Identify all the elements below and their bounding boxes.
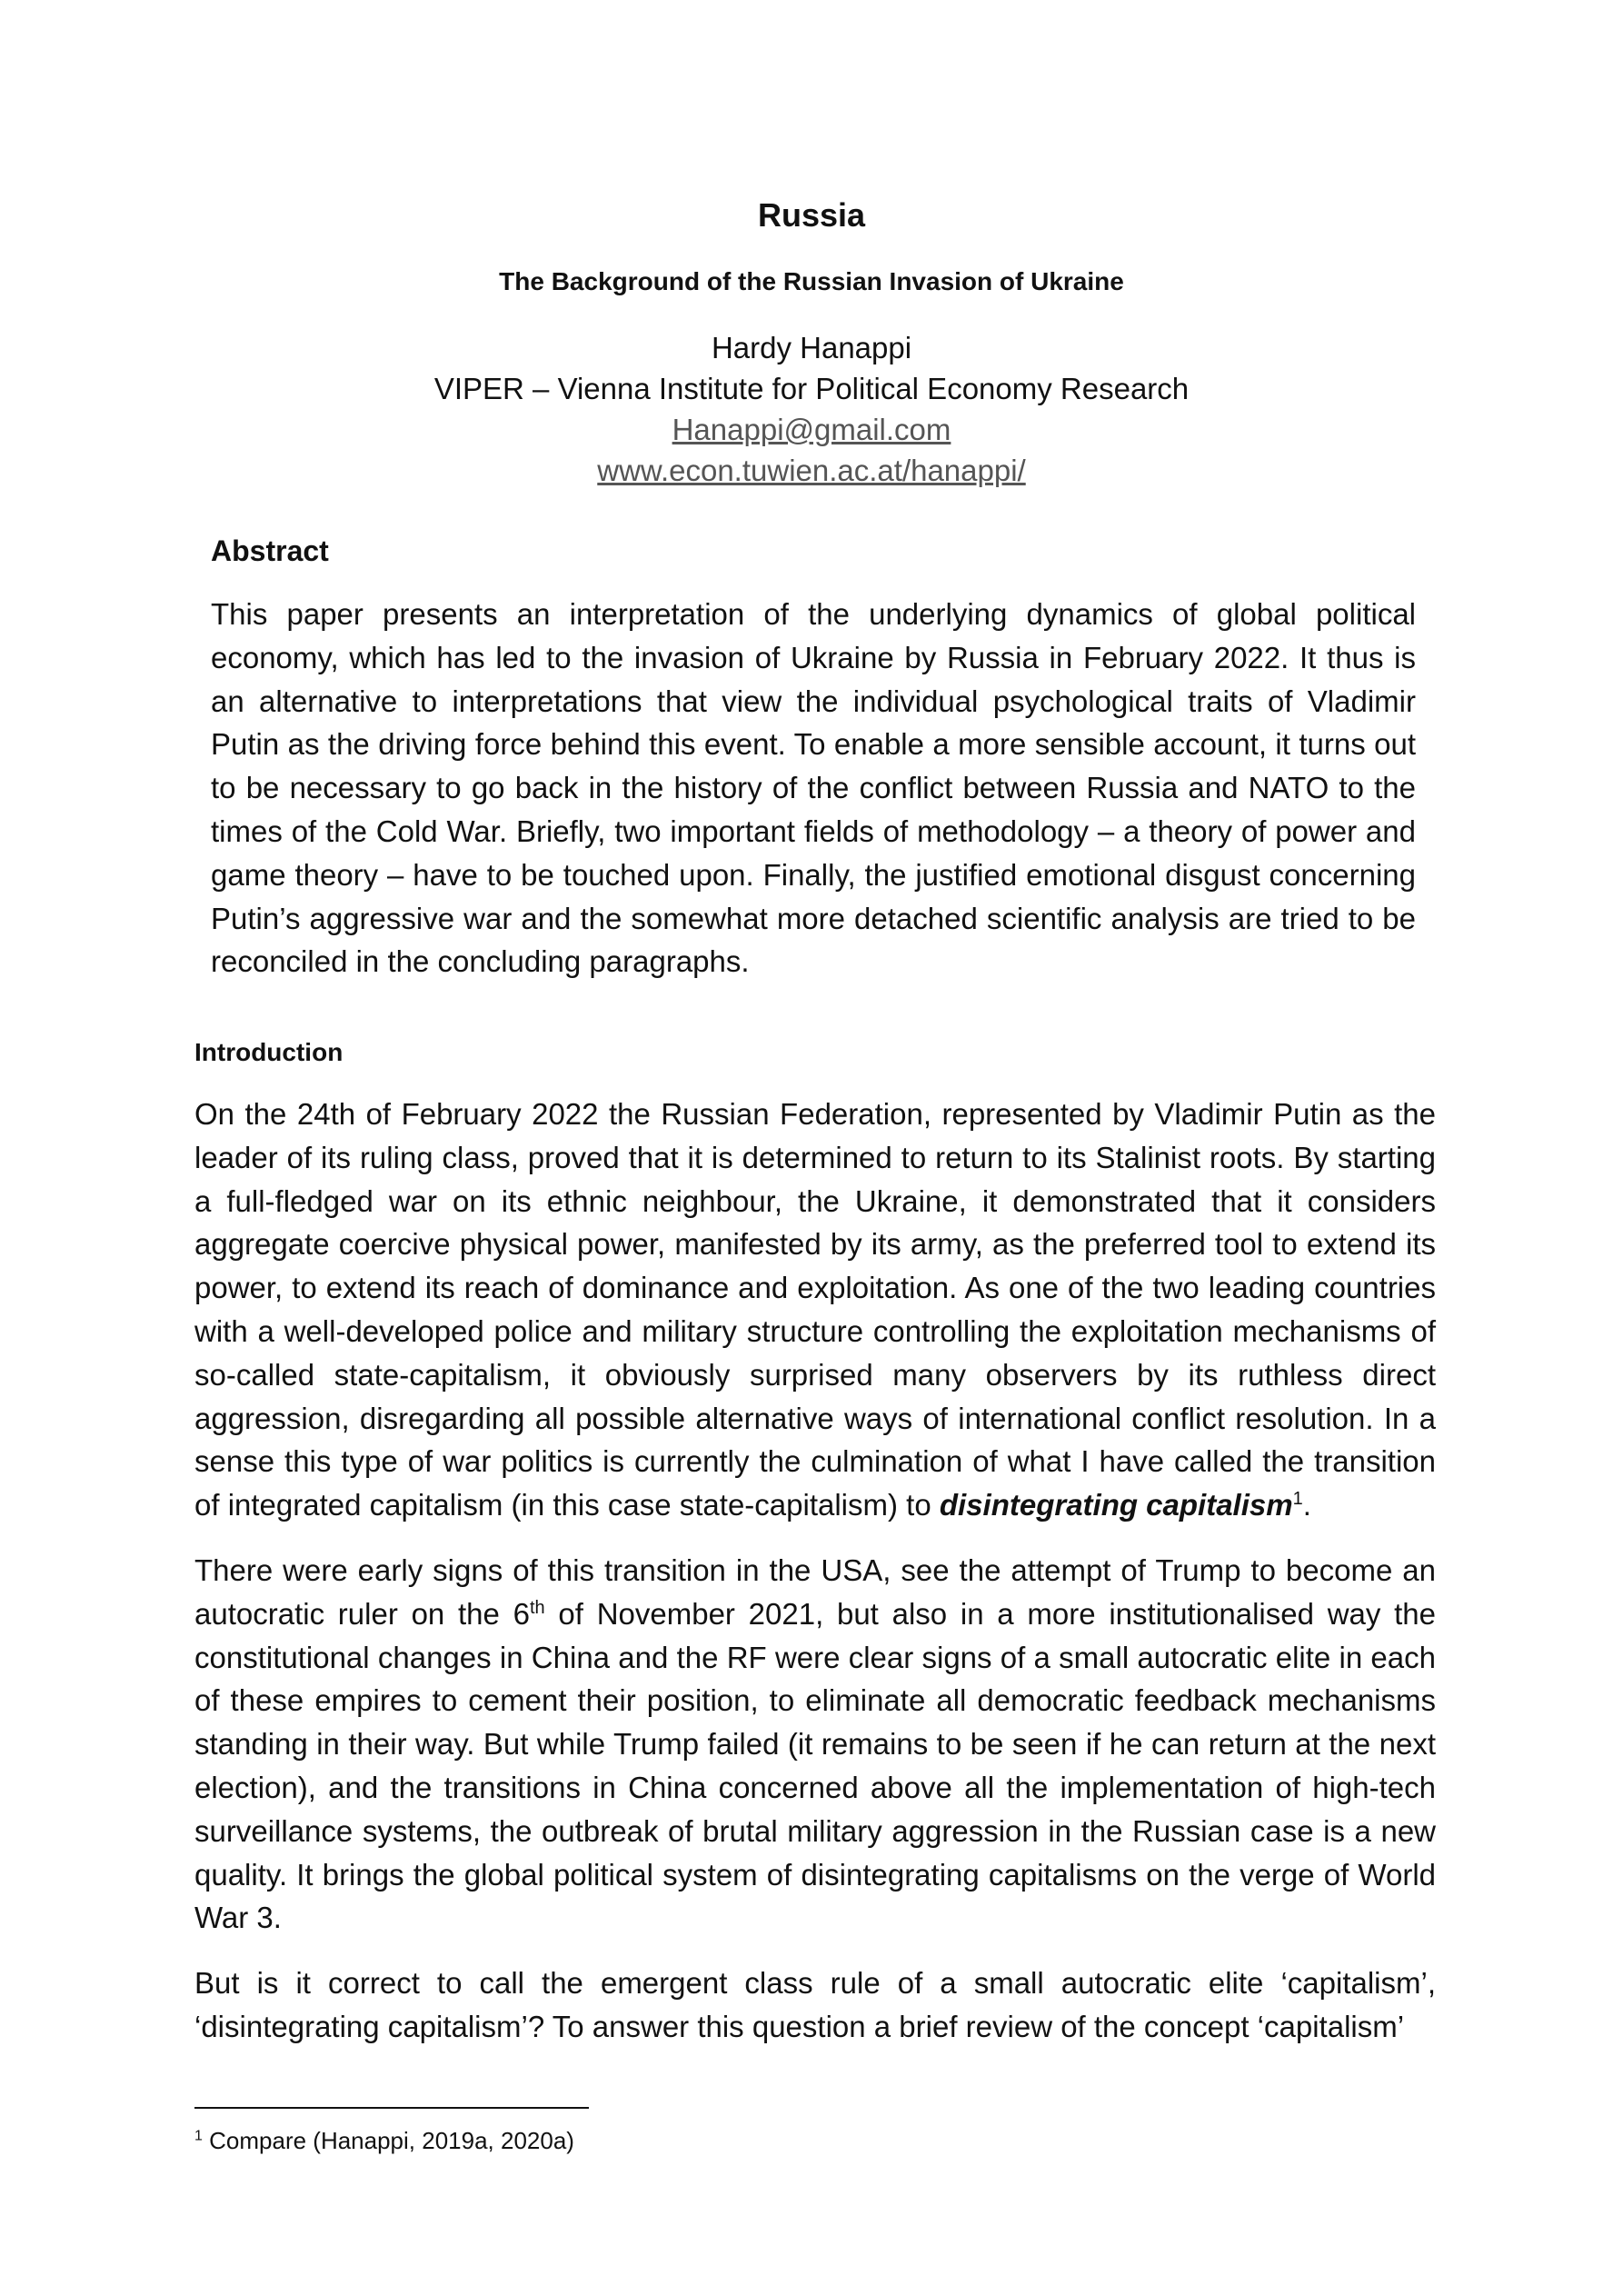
author-block (0, 327, 1623, 491)
introduction-heading: Introduction (194, 1038, 344, 1066)
introduction-paragraph-2 (194, 1549, 1436, 1940)
footnote-separator (194, 2107, 589, 2109)
paper-subtitle: The Background of the Russian Invasion of Ukraine (499, 267, 1124, 295)
introduction-paragraph-3 (194, 1962, 1436, 2049)
introduction-paragraph-1 (194, 1093, 1436, 1527)
footnote (194, 2125, 574, 2156)
author-email-link[interactable]: Hanappi@gmail.com (672, 413, 951, 446)
author-name: Hardy Hanappi (711, 331, 912, 364)
emphasis-disintegrating-capitalism: disintegrating capitalism (939, 1488, 1293, 1522)
author-website-link[interactable]: www.econ.tuwien.ac.at/hanappi/ (597, 454, 1026, 487)
paragraph-2-text-after: of November 2021, but also in a more institutionalised way the constitutional changes in China and the RF were clear signs of a small autocratic elite in each of these empires to cement their position, to eliminate all democratic feedback mechanisms standing in their way. But while Trump failed (it remains to be seen if he can return at the next election), and the transitions in China concerned above all the implementation of high-tech surveillance systems, the outbreak of brutal military aggression in the Russian case is a new quality. It brings the global political system of disintegrating capitalisms on the verge of World War 3. (194, 1596, 1436, 1935)
abstract-text: This paper presents an interpretation of the underlying dynamics of global political economy, which has led to the invasion of Ukraine by Russia in February 2022. It thus is an alternative to interpretations that view the individual psychological traits of Vladimir Putin as the driving force behind this event. To enable a more sensible account, it turns out to be necessary to go back in the history of the conflict between Russia and NATO to the times of the Cold War. Briefly, two important fields of methodology – a theory of power and game theory – have to be touched upon. Finally, the justified emotional disgust concerning Putin’s aggressive war and the somewhat more detached scientific analysis are tried to be reconciled in the concluding paragraphs. (211, 597, 1416, 979)
footnote-number: 1 (194, 2128, 203, 2144)
paper-title: Russia (757, 196, 866, 234)
paragraph-2-text-before: There were early signs of this transition in the USA, see the attempt of Trump to become an autocratic ruler on the 6 (194, 1553, 1436, 1631)
author-affiliation: VIPER – Vienna Institute for Political Economy Research (433, 372, 1190, 405)
paragraph-1-end: . (1302, 1488, 1311, 1522)
abstract-heading: Abstract (211, 534, 329, 567)
footnote-reference[interactable]: 1 (1292, 1489, 1303, 1510)
footnote-text: Compare (Hanappi, 2019a, 2020a) (202, 2127, 574, 2154)
paragraph-3-text: But is it correct to call the emergent class rule of a small autocratic elite ‘capitalism’, ‘disintegrating capitalism’? To answer this question a brief review of the concept ‘capitalism’ (194, 1966, 1436, 2043)
paragraph-1-text: On the 24th of February 2022 the Russian Federation, represented by Vladimir Putin as the leader of its ruling class, proved that it is determined to return to its Stalinist roots. By starting a full-fledged war on its ethnic neighbour, the Ukraine, it demonstrated that it considers aggregate coercive physical power, manifested by its army, as the preferred tool to extend its power, to extend its reach of dominance and exploitation. As one of the two leading countries with a well-developed police and military structure controlling the exploitation mechanisms of so-called state-capitalism, it obviously surprised many observers by its ruthless direct aggression, disregarding all possible alternative ways of international conflict resolution. In a sense this type of war politics is currently the culmination of what I have called the transition of integrated capitalism (in this case state-capitalism) to (194, 1097, 1436, 1522)
ordinal-superscript: th (530, 1597, 545, 1618)
